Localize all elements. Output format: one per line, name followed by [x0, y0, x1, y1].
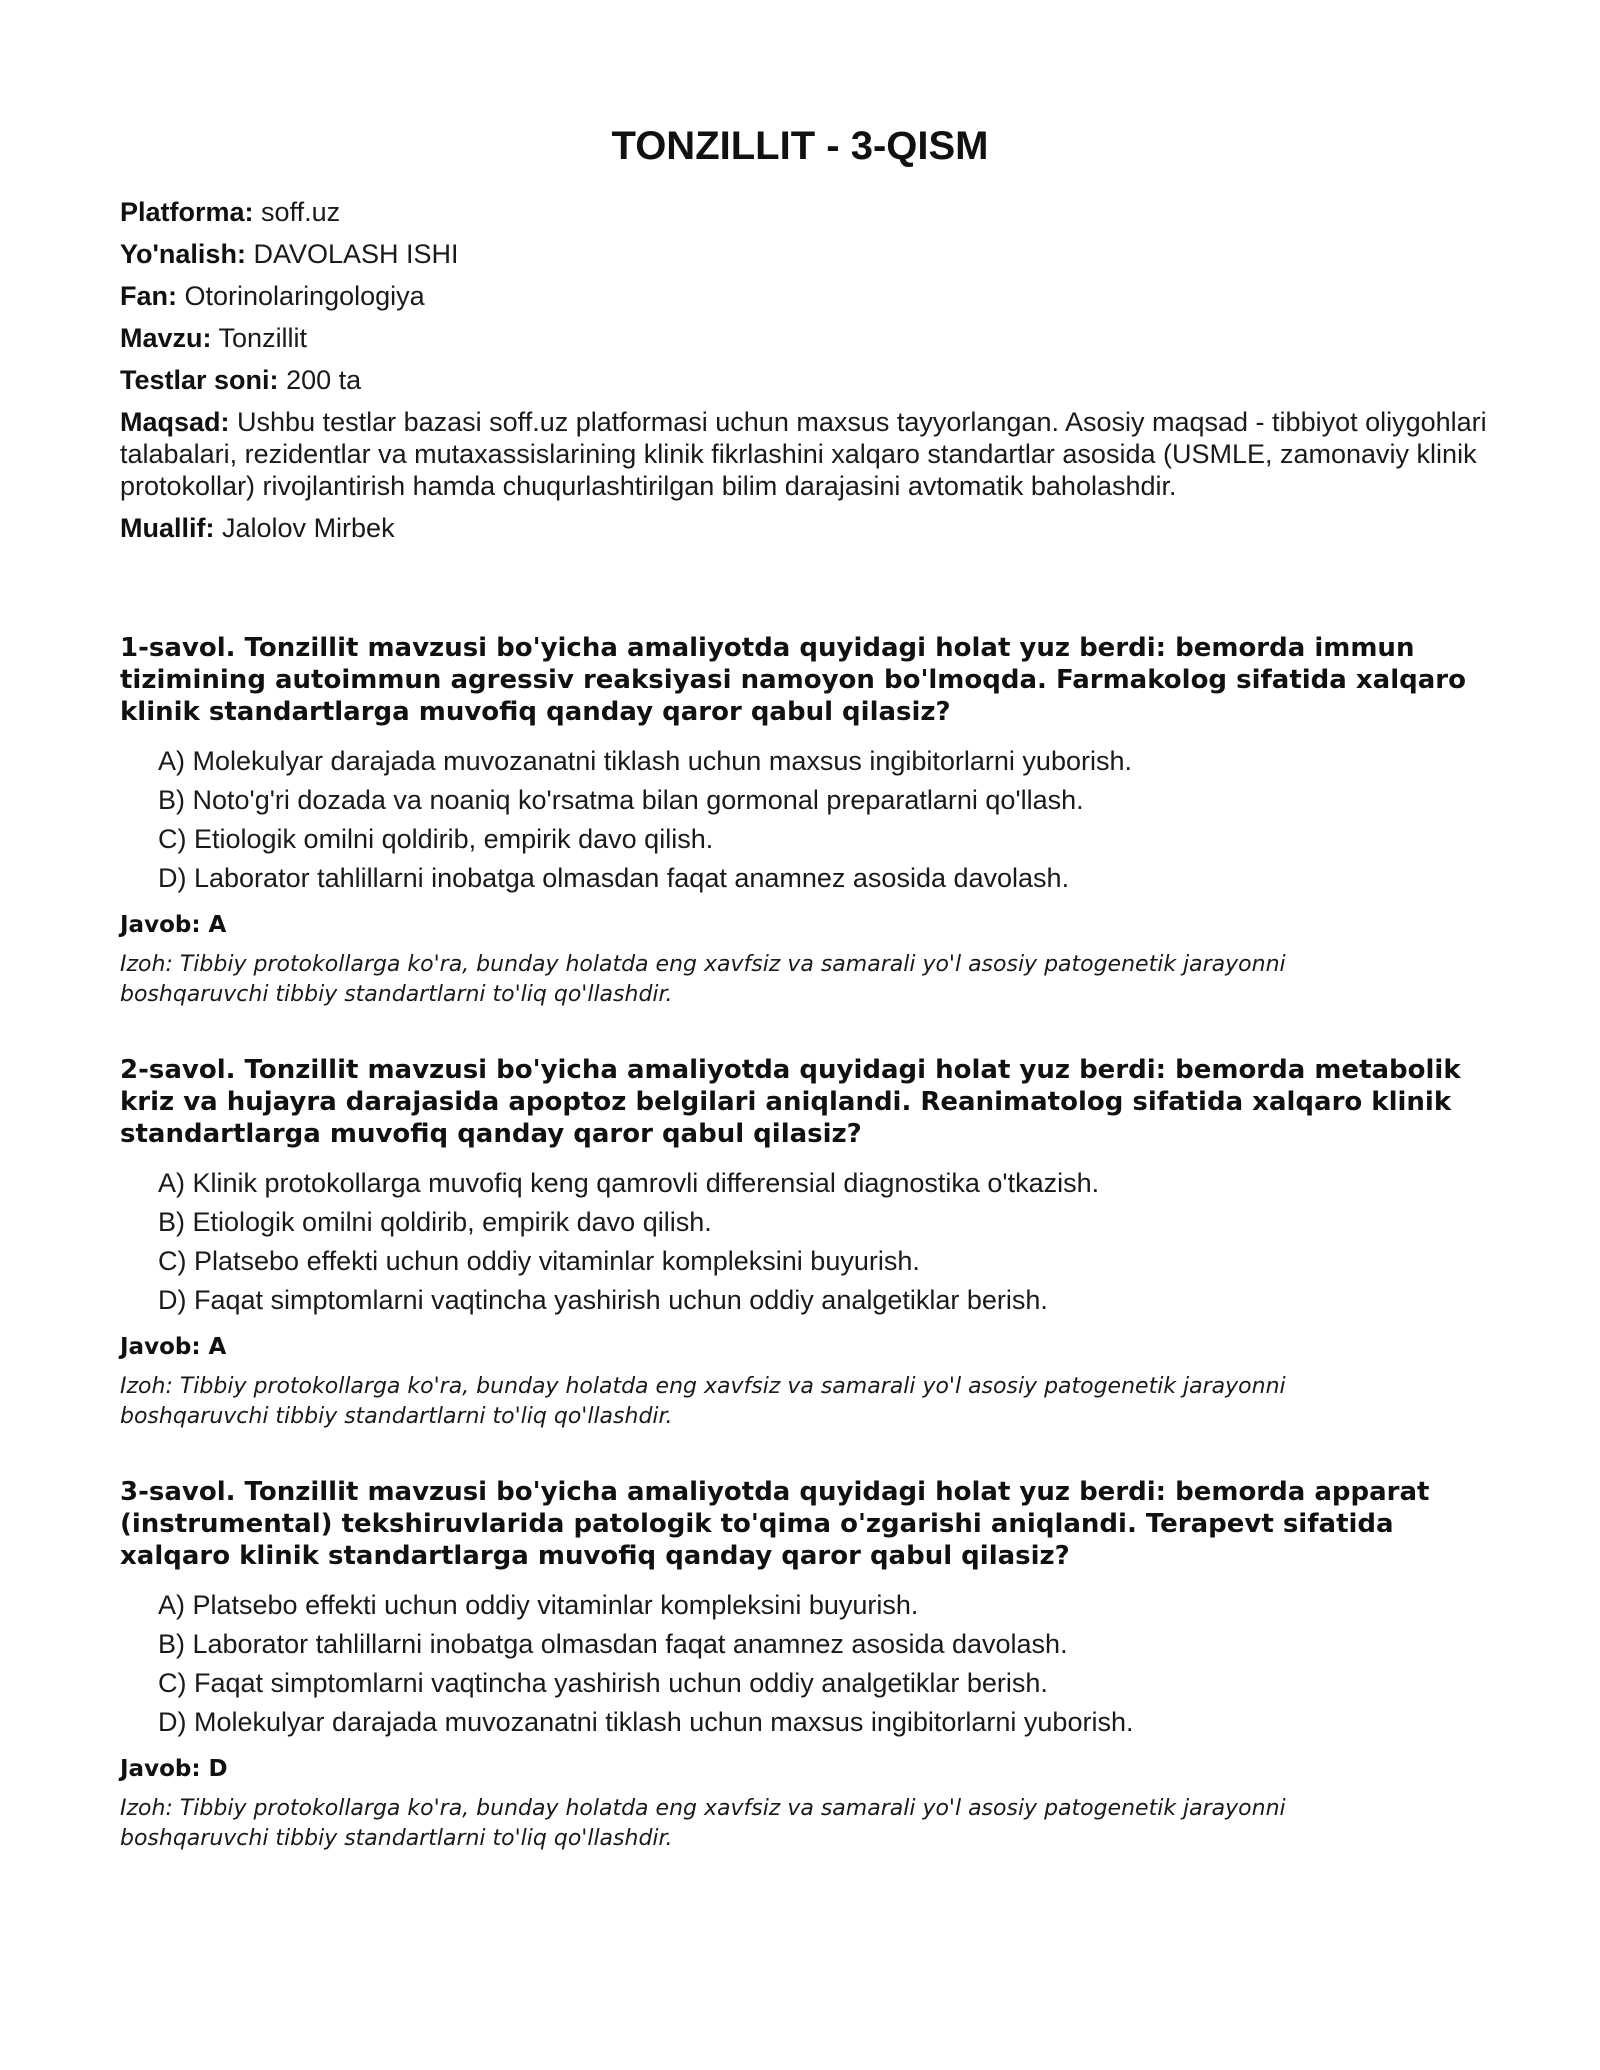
- answer-label: Javob: D: [120, 1756, 228, 1782]
- meta-topic-value: Tonzillit: [218, 323, 308, 353]
- meta-author-value: Jalolov Mirbek: [222, 513, 395, 543]
- question-3: [120, 1476, 1500, 1854]
- meta-goal-label: Maqsad:: [120, 407, 230, 437]
- document-page: [120, 118, 1500, 1898]
- question-text: 2-savol. Tonzillit mavzusi bo'yicha amaliyotda quyidagi holat yuz berdi: bemorda metabolik kriz va hujayra darajasida apoptoz belgilari aniqlandi. Reanimatolog sifatida xalqaro klinik standartlarga muvofiq qanday qaror qabul qilasiz?: [120, 1055, 1461, 1149]
- document-meta: [120, 196, 1500, 544]
- answer-label: Javob: A: [120, 912, 227, 938]
- question-list: [120, 632, 1500, 1854]
- option-a: A) Platsebo effekti uchun oddiy vitaminlar kompleksini buyurish.: [158, 1590, 919, 1620]
- option-c: C) Etiologik omilni qoldirib, empirik davo qilish.: [158, 824, 714, 854]
- option-b: B) Etiologik omilni qoldirib, empirik davo qilish.: [158, 1207, 712, 1237]
- meta-count-value: 200 ta: [286, 365, 362, 395]
- option-d: D) Molekulyar darajada muvozanatni tiklash uchun maxsus ingibitorlarni yuborish.: [158, 1707, 1134, 1737]
- explanation-text: Izoh: Tibbiy protokollarga ko'ra, bunday holatda eng xavfsiz va samarali yo'l asosiy patogenetik jarayonni boshqaruvchi tibbiy standartlarni to'liq qo'llashdir.: [120, 952, 1286, 1007]
- option-c: C) Faqat simptomlarni vaqtincha yashirish uchun oddiy analgetiklar berish.: [158, 1668, 1048, 1698]
- meta-subject-value: Otorinolaringologiya: [184, 281, 425, 311]
- meta-count: [120, 364, 1500, 396]
- option-list: [120, 1586, 1500, 1742]
- page-title: TONZILLIT - 3-QISM: [611, 124, 989, 168]
- option-a: A) Klinik protokollarga muvofiq keng qamrovli differensial diagnostika o'tkazish.: [158, 1168, 1100, 1198]
- meta-direction-label: Yo'nalish:: [120, 239, 246, 269]
- meta-count-label: Testlar soni:: [120, 365, 279, 395]
- explanation-text: Izoh: Tibbiy protokollarga ko'ra, bunday holatda eng xavfsiz va samarali yo'l asosiy patogenetik jarayonni boshqaruvchi tibbiy standartlarni to'liq qo'llashdir.: [120, 1374, 1286, 1429]
- option-c: C) Platsebo effekti uchun oddiy vitaminlar kompleksini buyurish.: [158, 1246, 920, 1276]
- option-a: A) Molekulyar darajada muvozanatni tiklash uchun maxsus ingibitorlarni yuborish.: [158, 746, 1132, 776]
- meta-platform-value: soff.uz: [261, 197, 341, 227]
- option-b: B) Laborator tahlillarni inobatga olmasdan faqat anamnez asosida davolash.: [158, 1629, 1068, 1659]
- answer-label: Javob: A: [120, 1334, 227, 1360]
- option-d: D) Laborator tahlillarni inobatga olmasdan faqat anamnez asosida davolash.: [158, 863, 1070, 893]
- option-d: D) Faqat simptomlarni vaqtincha yashirish uchun oddiy analgetiklar berish.: [158, 1285, 1048, 1315]
- meta-platform-label: Platforma:: [120, 197, 254, 227]
- meta-goal: [120, 406, 1500, 502]
- meta-subject: [120, 280, 1500, 312]
- meta-author: [120, 512, 1500, 544]
- meta-author-label: Muallif:: [120, 513, 215, 543]
- meta-topic-label: Mavzu:: [120, 323, 212, 353]
- question-2: [120, 1054, 1500, 1432]
- meta-subject-label: Fan:: [120, 281, 177, 311]
- option-list: [120, 1164, 1500, 1320]
- option-list: [120, 742, 1500, 898]
- meta-topic: [120, 322, 1500, 354]
- option-b: B) Noto'g'ri dozada va noaniq ko'rsatma bilan gormonal preparatlarni qo'llash.: [158, 785, 1084, 815]
- meta-platform: [120, 196, 1500, 228]
- question-1: [120, 632, 1500, 1010]
- question-text: 1-savol. Tonzillit mavzusi bo'yicha amaliyotda quyidagi holat yuz berdi: bemorda immun tizimining autoimmun agressiv reaksiyasi namoyon bo'lmoqda. Farmakolog sifatida xalqaro klinik standartlarga muvofiq qanday qaror qabul qilasiz?: [120, 633, 1466, 727]
- question-text: 3-savol. Tonzillit mavzusi bo'yicha amaliyotda quyidagi holat yuz berdi: bemorda apparat (instrumental) tekshiruvlarida patologik to'qima o'zgarishi aniqlandi. Terapevt sifatida xalqaro klinik standartlarga muvofiq qanday qaror qabul qilasiz?: [120, 1477, 1430, 1571]
- meta-goal-value: Ushbu testlar bazasi soff.uz platformasi uchun maxsus tayyorlangan. Asosiy maqsad - tibbiyot oliygohlari talabalari, rezidentlar va mutaxassislarining klinik fikrlashini xalqaro standartlar asosida (USMLE, zamonaviy klinik protokollar) rivojlantirish hamda chuqurlashtirilgan bilim darajasini avtomatik baholashdir.: [120, 407, 1487, 501]
- explanation-text: Izoh: Tibbiy protokollarga ko'ra, bunday holatda eng xavfsiz va samarali yo'l asosiy patogenetik jarayonni boshqaruvchi tibbiy standartlarni to'liq qo'llashdir.: [120, 1796, 1286, 1851]
- meta-direction: [120, 238, 1500, 270]
- meta-direction-value: DAVOLASH ISHI: [253, 239, 459, 269]
